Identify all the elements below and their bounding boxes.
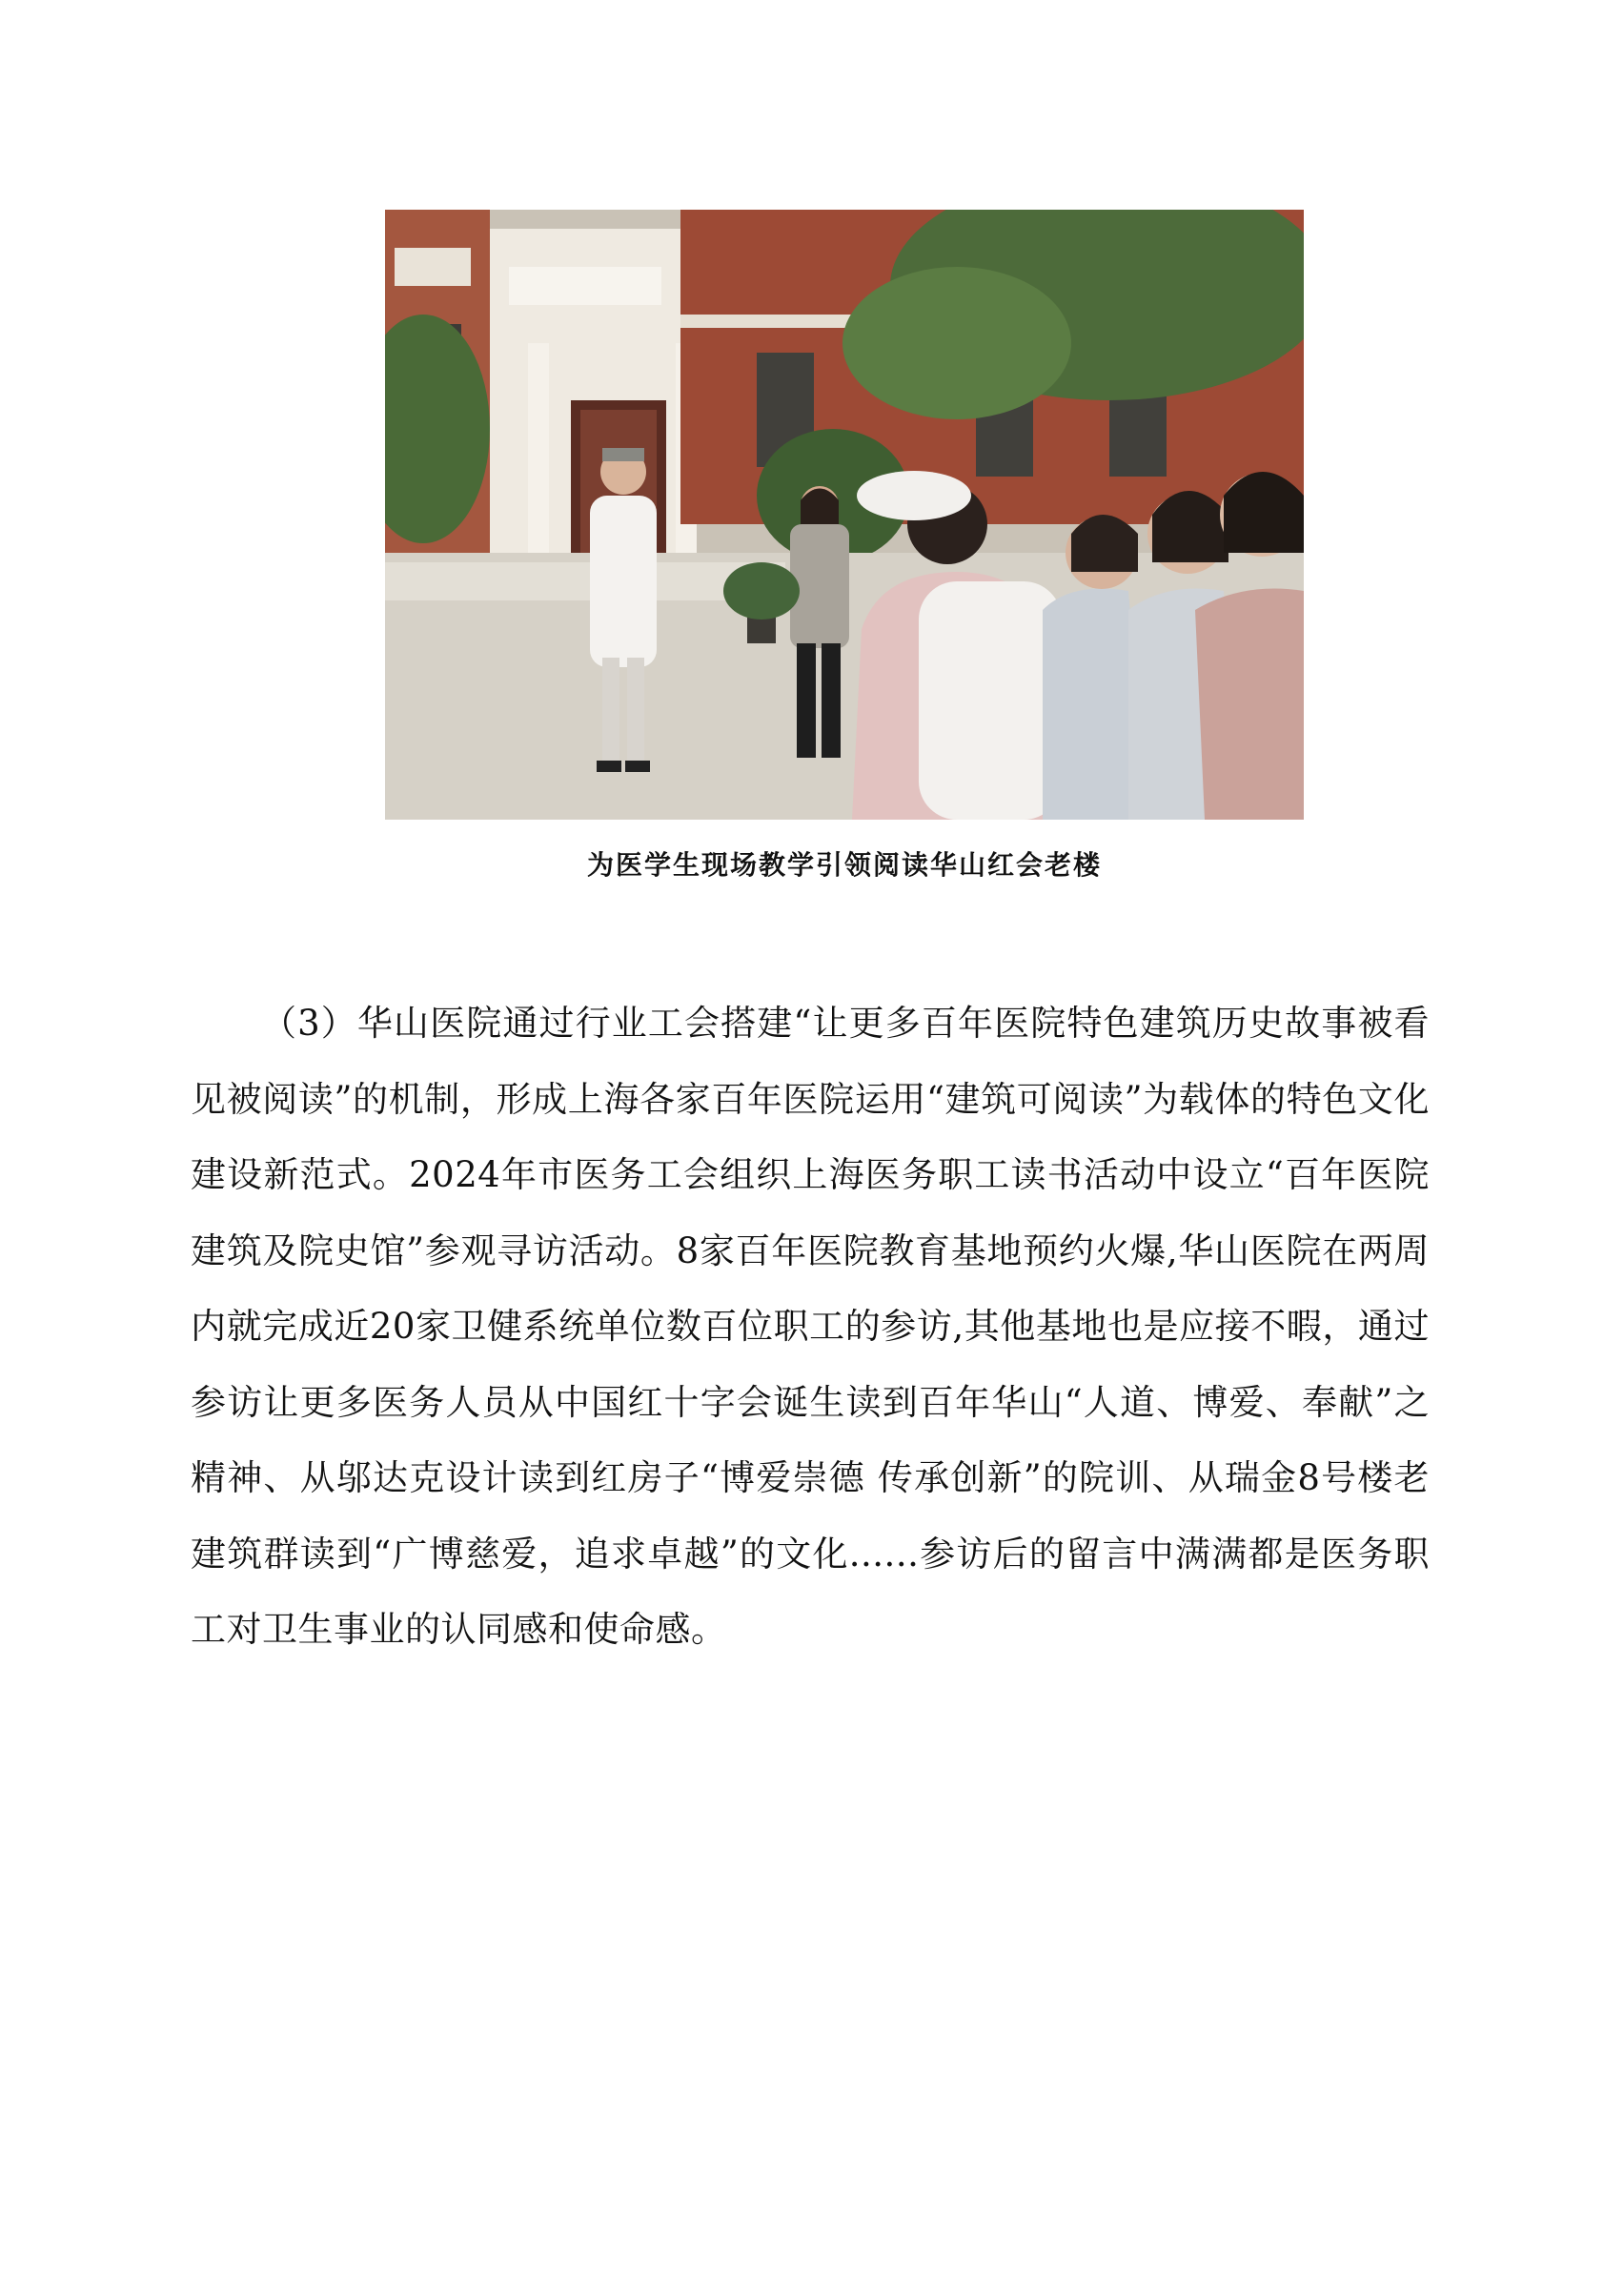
photo-illustration	[385, 210, 1304, 820]
body-paragraph: （3）华山医院通过行业工会搭建“让更多百年医院特色建筑历史故事被看见被阅读”的机制，形成上海各家百年医院运用“建筑可阅读”为载体的特色文化建设新范式。2024年市医务工会组织上海医务职工读书活动中设立“百年医院建筑及院史馆”参观寻访活动。8家百年医院教育基地预约火爆,华山医院在两周内就完成近20家卫健系统单位数百位职工的参访,其他基地也是应接不暇，通过参访让更多医务人员从中国红十字会诞生读到百年华山“人道、博爱、奉献”之精神、从邬达克设计读到红房子“博爱崇德 传承创新”的院训、从瑞金8号楼老建筑群读到“广博慈爱，追求卓越”的文化......参访后的留言中满满都是医务职工对卫生事业的认同感和使命感。	[191, 1003, 1430, 1650]
campus-photo	[385, 210, 1304, 820]
figure-caption: 为医学生现场教学引领阅读华山红会老楼	[586, 849, 1102, 881]
